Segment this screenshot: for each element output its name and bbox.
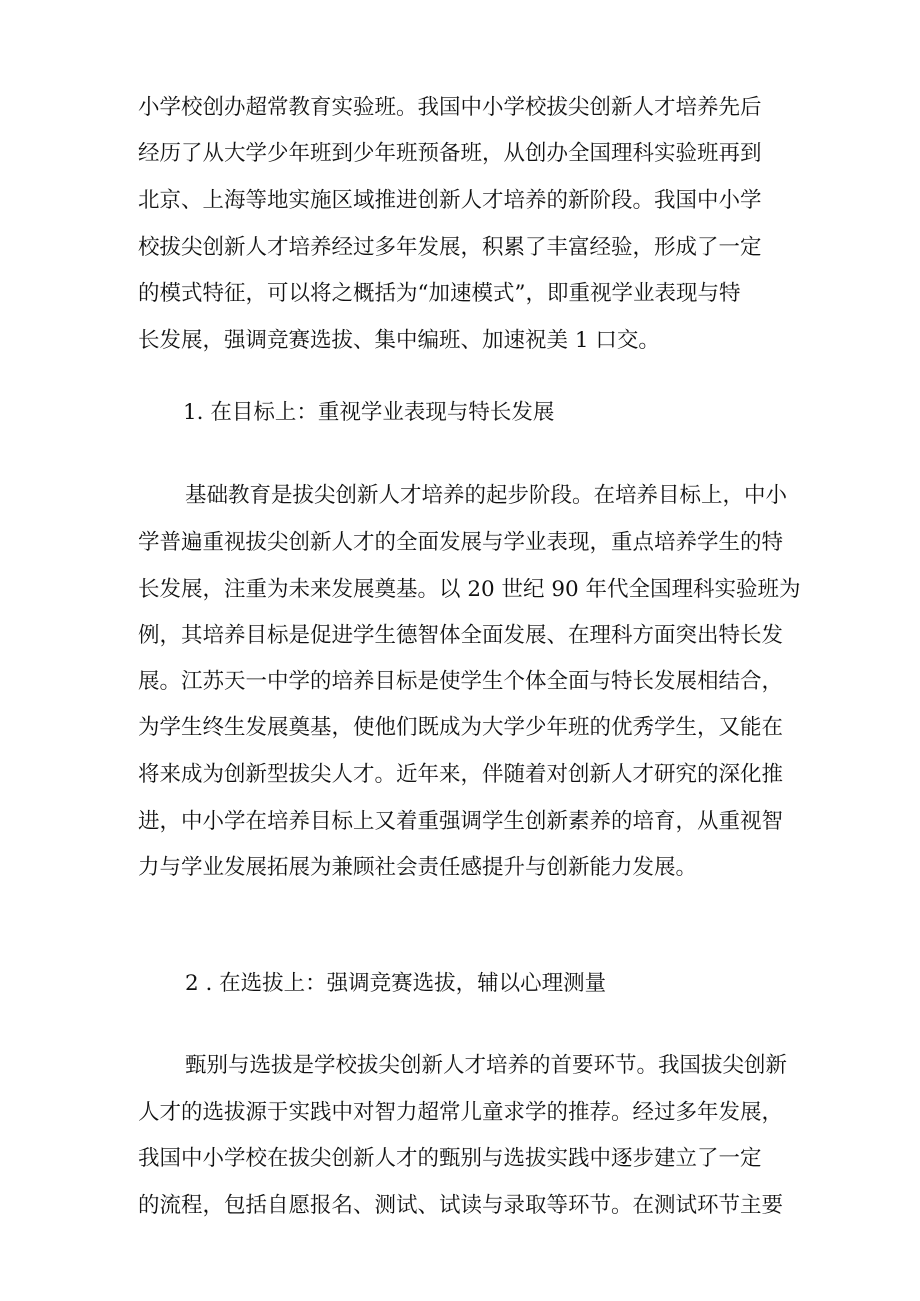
- section-1-heading: 1. 在目标上：重视学业表现与特长发展: [183, 400, 555, 425]
- intro-line: 校拔尖创新人才培养经过多年发展，积累了丰富经验，形成了一定: [138, 235, 762, 260]
- intro-line: 小学校创办超常教育实验班。我国中小学校拔尖创新人才培养先后: [138, 95, 762, 120]
- section-2-heading: 2 . 在选拔上：强调竞赛选拔，辅以心理测量: [185, 971, 607, 996]
- intro-line: 长发展，强调竞赛选拔、集中编班、加速祝美 1 口交。: [138, 328, 660, 353]
- intro-line: 的模式特征，可以将之概括为“加速模式”，即重视学业表现与特: [138, 281, 741, 306]
- section-1-line: 学普遍重视拔尖创新人才的全面发展与学业表现，重点培养学生的特: [138, 530, 784, 555]
- section-1-line: 长发展，注重为未来发展奠基。以 20 世纪 90 年代全国理科实验班为: [138, 577, 801, 602]
- section-1-line: 进，中小学在培养目标上又着重强调学生创新素养的培育，从重视智: [138, 809, 784, 834]
- section-1-line: 基础教育是拔尖创新人才培养的起步阶段。在培养目标上，中小: [185, 483, 788, 508]
- section-2-line: 的流程，包括自愿报名、测试、试读与录取等环节。在测试环节主要: [138, 1193, 784, 1218]
- section-1-line: 展。江苏天一中学的培养目标是使学生个体全面与特长发展相结合，: [138, 669, 784, 694]
- intro-line: 经历了从大学少年班到少年班预备班，从创办全国理科实验班再到: [138, 141, 762, 166]
- section-1-line: 将来成为创新型拔尖人才。近年来，伴随着对创新人才研究的深化推: [138, 762, 784, 787]
- section-2-line: 人才的选拔源于实践中对智力超常儿童求学的推荐。经过多年发展，: [138, 1100, 784, 1125]
- section-1-line: 力与学业发展拓展为兼顾社会责任感提升与创新能力发展。: [138, 855, 698, 880]
- section-1-line: 为学生终生发展奠基，使他们既成为大学少年班的优秀学生，又能在: [138, 715, 784, 740]
- section-1-line: 例，其培养目标是促进学生德智体全面发展、在理科方面突出特长发: [138, 623, 784, 648]
- section-2-line: 甄别与选拔是学校拔尖创新人才培养的首要环节。我国拔尖创新: [185, 1053, 788, 1078]
- section-2-line: 我国中小学校在拔尖创新人才的甄别与选拔实践中逐步建立了一定: [138, 1146, 762, 1171]
- intro-line: 北京、上海等地实施区域推进创新人才培养的新阶段。我国中小学: [138, 188, 762, 213]
